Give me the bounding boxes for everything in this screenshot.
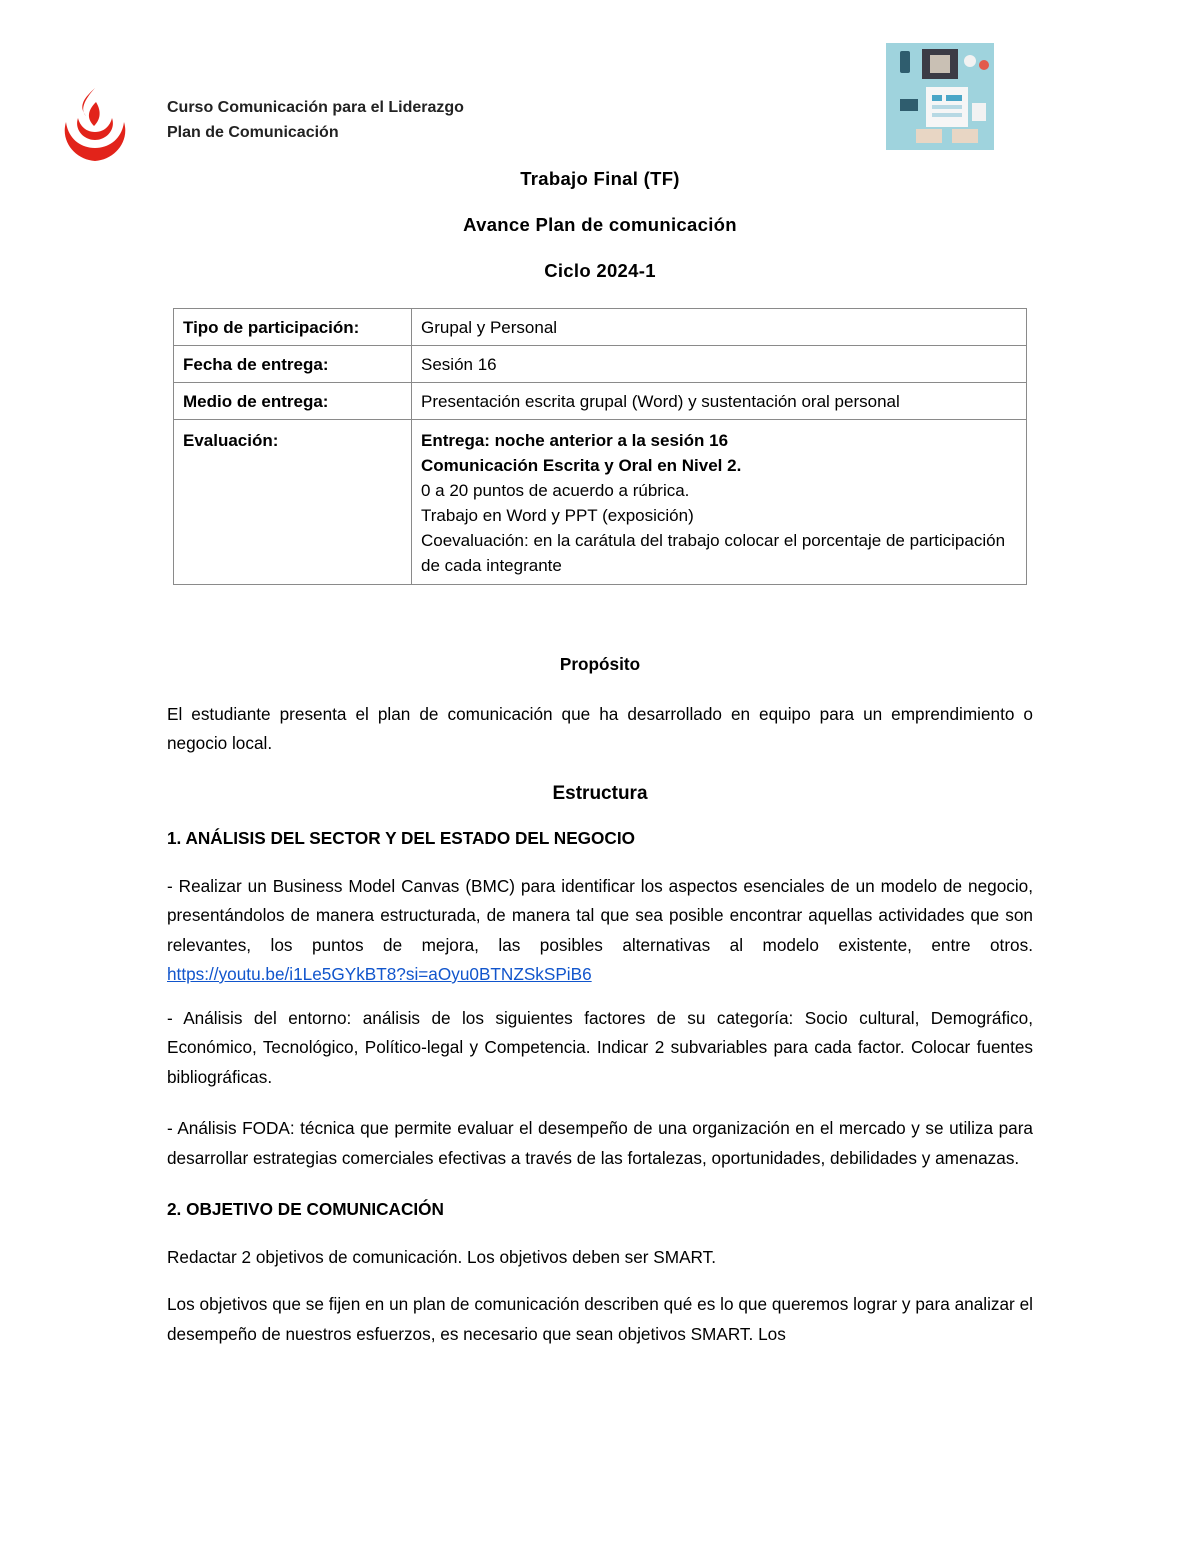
section-1-bmc-paragraph [167,872,1033,990]
section-2-paragraph-1: Redactar 2 objetivos de comunicación. Los objetivos deben ser SMART. [167,1246,717,1267]
document-title: Trabajo Final (TF) [520,168,680,189]
evaluation-line: Entrega: noche anterior a la sesión 16 [421,431,729,450]
table-value: Presentación escrita grupal (Word) y sustentación oral personal [412,383,1027,420]
section-2-paragraph-2: Los objetivos que se fijen en un plan de comunicación describen qué es lo que queremos lograr y para analizar el desempeño de nuestros esfuerzos, es necesario que sean objetivos SMART. Los [167,1294,1033,1344]
table-row [174,309,1027,346]
table-label: Tipo de participación: [174,309,412,346]
document-body [167,650,1033,1363]
table-label: Fecha de entrega: [174,346,412,383]
bmc-text: - Realizar un Business Model Canvas (BMC) para identificar los aspectos esenciales de un modelo de negocio, presentándolos de manera estructurada, de manera tal que sea posible encontrar aquellas actividades que son relevantes, los puntos de mejora, las posibles alternativas al modelo existente, entre otros. [167,875,1033,955]
table-label: Evaluación: [174,420,412,585]
section-1-title: 1. ANÁLISIS DEL SECTOR Y DEL ESTADO DEL NEGOCIO [167,828,635,848]
table-label: Medio de entrega: [174,383,412,420]
youtube-link[interactable]: https://youtu.be/i1Le5GYkBT8?si=aOyu0BTNZSkSPiB6 [167,964,592,984]
document-subtitle: Plan de Comunicación [167,124,339,141]
university-logo [56,84,134,164]
evaluation-line: Coevaluación: en la carátula del trabajo colocar el porcentaje de participación de cada integrante [421,531,1006,575]
evaluation-details [412,420,1027,585]
document-header [167,95,464,145]
section-2-title: 2. OBJETIVO DE COMUNICACIÓN [167,1199,444,1219]
section-1-foda-paragraph: - Análisis FODA: técnica que permite evaluar el desempeño de una organización en el mercado y se utiliza para desarrollar estrategias comerciales efectivas a través de las fortalezas, oportunidades, debilidades y amenazas. [167,1118,1033,1168]
table-row [174,420,1027,585]
proposito-text: El estudiante presenta el plan de comunicación que ha desarrollado en equipo para un emprendimiento o negocio local. [167,703,1033,753]
table-value: Sesión 16 [412,346,1027,383]
business-illustration-image [886,43,994,150]
table-value: Grupal y Personal [412,309,1027,346]
evaluation-line: Trabajo en Word y PPT (exposición) [421,506,694,525]
evaluation-line: 0 a 20 puntos de acuerdo a rúbrica. [421,481,690,500]
evaluation-line: Comunicación Escrita y Oral en Nivel 2. [421,456,742,475]
table-row [174,346,1027,383]
document-subtitle-plan: Avance Plan de comunicación [463,214,737,235]
proposito-heading: Propósito [559,654,641,674]
section-1-entorno-paragraph: - Análisis del entorno: análisis de los siguientes factores de su categoría: Socio cultural, Demográfico, Económico, Tecnológico, Político-legal y Competencia. Indicar 2 subvariables para cada factor. Colocar fuentes bibliográficas. [167,1007,1033,1087]
estructura-heading: Estructura [552,782,648,804]
course-name: Curso Comunicación para el Liderazgo [167,99,464,116]
table-row [174,383,1027,420]
info-table [173,308,1027,585]
document-cycle: Ciclo 2024-1 [544,260,656,281]
